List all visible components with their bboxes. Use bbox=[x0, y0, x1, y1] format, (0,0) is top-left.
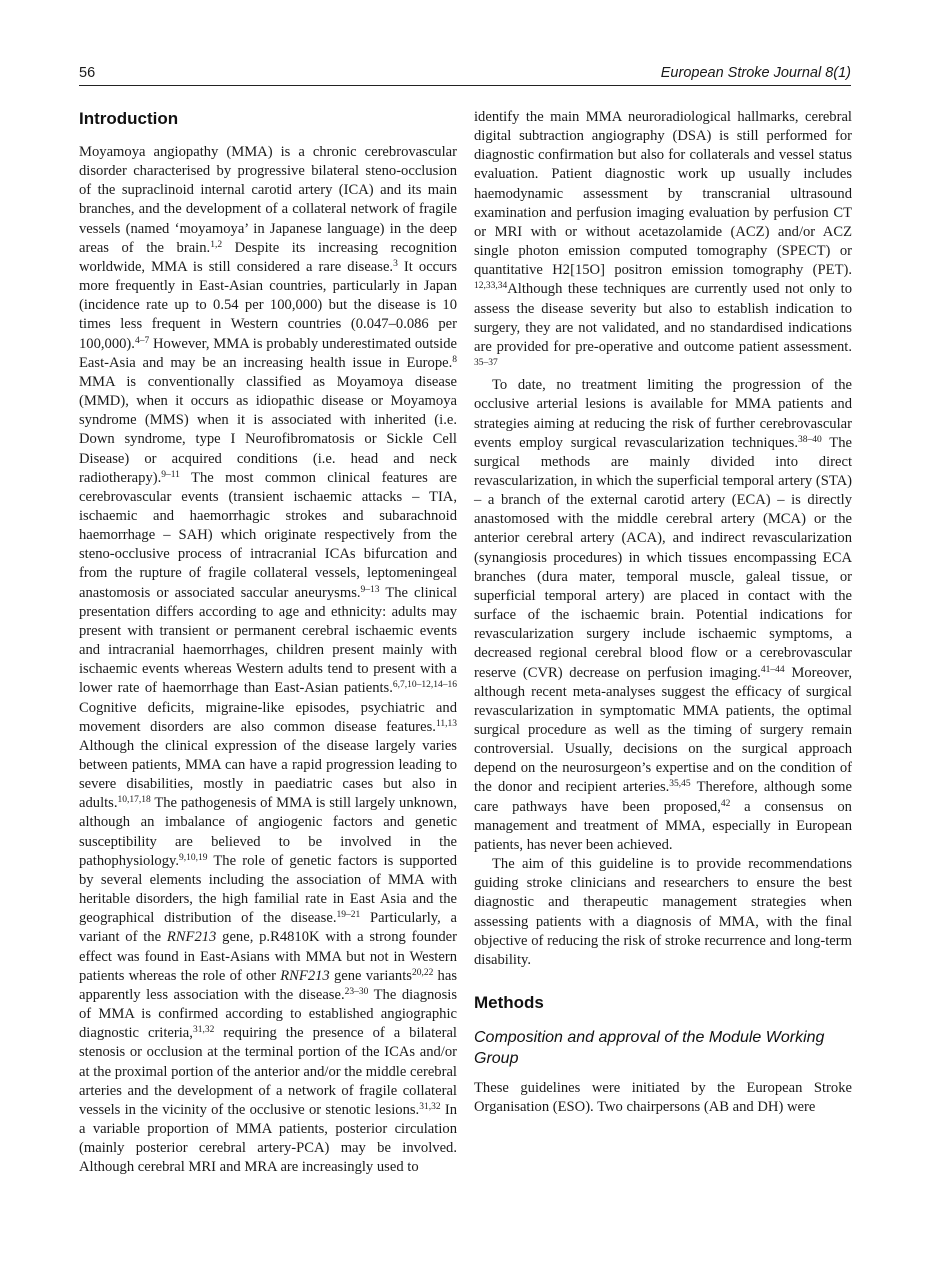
gene-name: RNF213 bbox=[166, 929, 217, 946]
text-run: requiring the presence of a bilateral stenosis or occlusion at the terminal portion of the ICAs and/or at the proximal portion of the anterior and/or the middle cerebral arteries and the development of a network of fragile collateral vessels in the vicinity of the occlusive or stenotic lesions. bbox=[79, 1025, 457, 1118]
text-run: It occurs more frequently in East-Asian countries, particularly in Japan (incidence rate up to 0.54 per 100,000) but the disease is 10 times less frequent in Western countries (0.047–0.086 per 100,000). bbox=[79, 258, 458, 352]
intro-paragraph-3 bbox=[474, 855, 852, 970]
page-number: 56 bbox=[79, 65, 96, 81]
intro-paragraph-1-cont bbox=[474, 108, 852, 376]
citation: 11,13 bbox=[435, 718, 457, 729]
right-column bbox=[474, 108, 852, 1117]
citation: 19–21 bbox=[336, 910, 361, 921]
intro-paragraph-1 bbox=[79, 143, 457, 1177]
citation: 6,7,10–12,14–16 bbox=[392, 680, 457, 691]
citation: 9,10,19 bbox=[179, 852, 208, 863]
text-run: To date, no treatment limiting the progression of the occlusive arterial lesions is available for MMA patients and strategies aiming at reducing the risk of further cerebrovascular events employ surgical revascularization techniques. bbox=[474, 377, 852, 451]
text-run: has apparently less association with the disease. bbox=[79, 967, 457, 1003]
citation: 8 bbox=[452, 354, 457, 365]
intro-paragraph-2 bbox=[474, 376, 852, 855]
text-run: However, MMA is probably underestimated outside East-Asia and may be an increasing health issue in Europe. bbox=[79, 335, 457, 371]
left-column bbox=[79, 108, 457, 1177]
citation: 23–30 bbox=[344, 986, 369, 997]
citation: 10,17,18 bbox=[117, 795, 151, 806]
citation: 35,45 bbox=[669, 779, 691, 790]
methods-heading: Methods bbox=[474, 993, 544, 1013]
text-run: The aim of this guideline is to provide recommendations guiding stroke clinicians and researchers to ensure the best diagnostic and therapeutic management strategies when assessing patients with a diagnosis of MMA, with the final objective of reducing the risk of stroke recurrence and long-term disability. bbox=[474, 856, 852, 968]
methods-section bbox=[474, 992, 852, 1117]
text-run: The surgical methods are mainly divided into direct revascularization, in which the superficial temporal artery (STA) – a branch of the external carotid artery (ECA) – is directly anastomosed with the middle cerebral artery (MCA) or the anterior cerebral artery (ACA), and indirect revascularization (synangiosis procedures) in which tissues encompassing ECA branches (dura mater, temporal muscle, galeal tissue, or superficial temporal artery) are placed in contact with the surface of the ischaemic brain. Potential indications for revascularization surgery include ischaemic symptoms, a decreased regional cerebral blood flow or a cerebrovascular reserve (CVR) decrease on perfusion imaging. bbox=[474, 434, 852, 681]
running-header bbox=[79, 63, 851, 86]
gene-name: RNF213 bbox=[280, 967, 330, 984]
text-run: The diagnosis of MMA is confirmed according to established angiographic diagnostic criteria, bbox=[79, 986, 457, 1042]
text-run: The clinical presentation differs according to age and ethnicity: adults may present with transient or permanent cerebral ischaemic events and intracranial haemorrhages, children present mainly with ischaemic events whereas Western adults tend to present with a lower rate of haemorrhage than East-Asian patients. bbox=[79, 584, 457, 697]
text-run: gene, p.R4810K with a strong founder effect was found in East-Asians with MMA but not in Western patients whereas the role of other bbox=[79, 929, 457, 984]
text-run: identify the main MMA neuroradiological hallmarks, cerebral digital subtraction angiography (DSA) is still performed for diagnostic confirmation but also for collaterals and vessel status evaluation. Patient diagnostic work up usually includes haemodynamic assessment by transcranial ultrasound examination and perfusion imaging evaluation by perfusion CT or MRI with or without acetazolamide (ACZ) and/or ACZ single photon emission computed tomography (SPECT) or quantitative H2[15O] positron emission tomography (PET). bbox=[474, 109, 852, 279]
citation: 9–11 bbox=[161, 469, 180, 480]
introduction-heading: Introduction bbox=[79, 109, 179, 128]
citation: 12,33,34 bbox=[474, 281, 508, 292]
citation: 35–37 bbox=[474, 358, 498, 369]
citation: 41–44 bbox=[760, 664, 785, 675]
text-run: Although these techniques are currently used not only to assess the disease severity but also to establish indication to surgery, they are not validated, and no standardised indications are provided for pre-operative and outcome patient assessment. bbox=[474, 281, 852, 355]
citation: 42 bbox=[720, 798, 731, 809]
text-run: Despite its increasing recognition worldwide, MMA is still considered a rare disease. bbox=[79, 239, 457, 275]
text-run: MMA is conventionally classified as Moyamoya disease (MMD), when it occurs as idiopathic disease or Moyamoya syndrome (MMS) when it is associated with inherited (i.e. Down syndrome, type I Neurofibromatosis or Sickle Cell Disease) or acquired conditions (i.e. head and neck radiotherapy). bbox=[79, 373, 457, 486]
citation: 9–13 bbox=[360, 584, 380, 595]
methods-subheading: Composition and approval of the Module Working Group bbox=[474, 1029, 825, 1068]
text-run: gene variants bbox=[329, 967, 412, 984]
citation: 1,2 bbox=[210, 239, 223, 250]
text-run: Cognitive deficits, migraine-like episodes, psychiatric and movement disorders are also common disease features. bbox=[79, 699, 457, 735]
journal-title: European Stroke Journal 8(1) bbox=[660, 65, 851, 81]
citation: 31,32 bbox=[192, 1025, 215, 1036]
introduction-text-left bbox=[79, 143, 457, 1177]
text-run: Therefore, although some care pathways have been proposed, bbox=[474, 779, 852, 815]
text-run: The pathogenesis of MMA is still largely unknown, although an imbalance of angiogenic factors and genetic susceptibility are believed to be involved in the pathophysiology. bbox=[79, 795, 457, 869]
methods-paragraph: These guidelines were initiated by the European Stroke Organisation (ESO). Two chairpersons (AB and DH) were bbox=[474, 1080, 852, 1116]
introduction-text-right bbox=[474, 108, 852, 970]
citation: 4–7 bbox=[134, 335, 150, 346]
text-run: Moreover, although recent meta-analyses suggest the efficacy of surgical revascularization in symptomatic MMA patients, the optimal surgical procedure as well as the timing of surgery remain controversial. Usually, decisions on the surgical approach depend on the neurosurgeon’s expertise and on the condition of the donor and recipient arteries. bbox=[474, 664, 852, 796]
text-run: Particularly, a variant of the bbox=[79, 910, 457, 946]
text-run: Although the clinical expression of the disease largely varies between patients, MMA can have a rapid progression leading to severe disabilities, mostly in paediatric cases but also in adults. bbox=[79, 737, 457, 812]
text-run: In a variable proportion of MMA patients, posterior circulation (mainly posterior cerebral artery-PCA) may be involved. Although cerebral MRI and MRA are increasingly used to bbox=[79, 1101, 458, 1176]
text-run: Moyamoya angiopathy (MMA) is a chronic cerebrovascular disorder characterised by progressive bilateral steno-occlusion of the supraclinoid internal carotid artery (ICA) and its main branches, and the development of a collateral network of fragile vessels (named ‘moyamoya’ in Japanese language) in the deep areas of the brain. bbox=[79, 144, 457, 256]
citation: 3 bbox=[393, 258, 398, 269]
citation: 31,32 bbox=[419, 1101, 441, 1112]
citation: 20,22 bbox=[411, 967, 434, 978]
text-run: The role of genetic factors is supported by several elements including the association of MMA with heritable disorders, the high familial rate in East Asia and the geographical distribution of the disease. bbox=[79, 852, 457, 927]
citation: 38–40 bbox=[798, 434, 822, 445]
text-run: The most common clinical features are cerebrovascular events (transient ischaemic attacks – TIA, ischaemic and haemorrhagic strokes and subarachnoid haemorrhage – SAH) which originate respectively from the steno-occlusive process of intracranial ICAs bifurcation and from the rupture of fragile collateral vessels, leptomeningeal anastomosis or associated saccular aneurysms. bbox=[79, 469, 457, 601]
text-run: a consensus on management and treatment of MMA, especially in European patients, has never been achieved. bbox=[474, 798, 852, 853]
